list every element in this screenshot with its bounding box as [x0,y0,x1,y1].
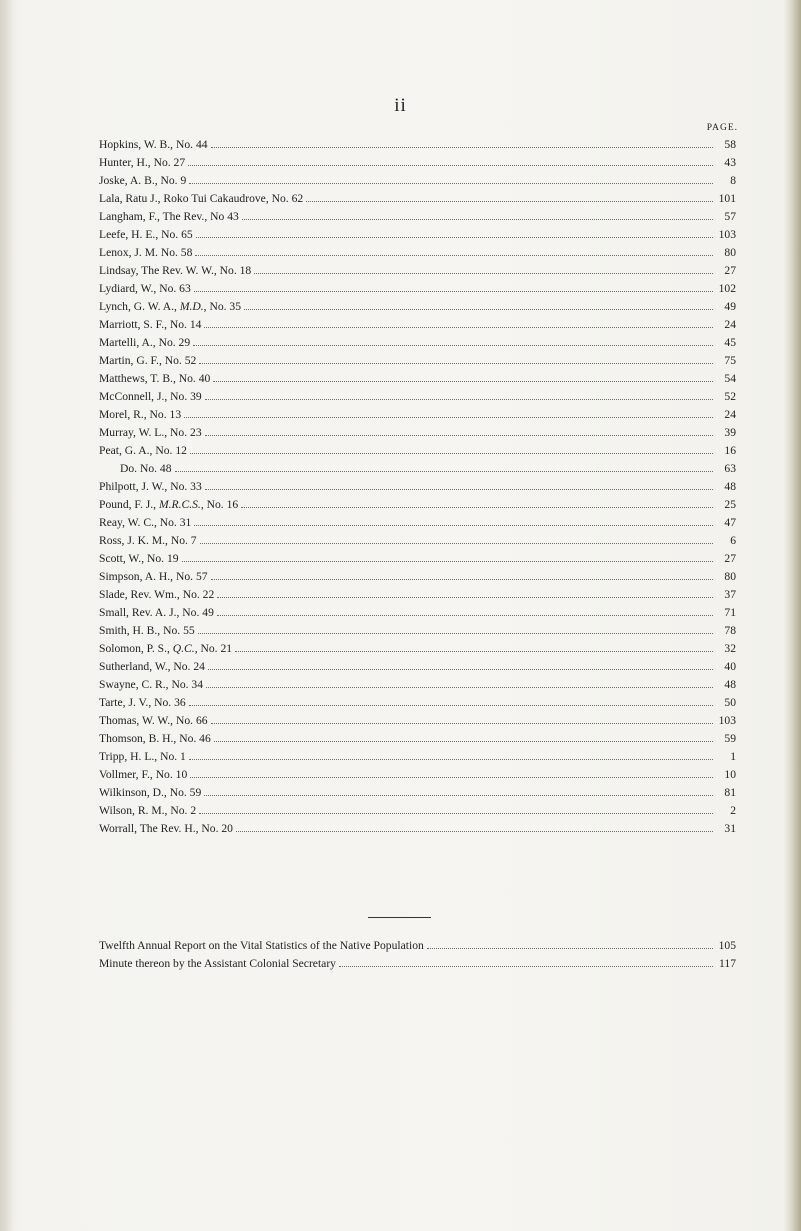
index-entry-row [99,174,736,192]
entry-page-number: 63 [724,462,736,475]
entry-page-number: 80 [724,246,736,259]
dot-leader [217,597,713,598]
entry-name-part: , No. 35 [203,300,242,313]
entry-name: Reay, W. C., No. 31 [99,516,192,529]
index-entry-row [99,480,736,498]
dot-leader [199,363,713,364]
entry-page-number: 10 [724,768,736,781]
entry-name: Matthews, T. B., No. 40 [99,372,211,385]
entry-name: Lindsay, The Rev. W. W., No. 18 [99,264,252,277]
entry-page-number: 27 [724,264,736,277]
dot-leader [254,273,713,274]
dot-leader [205,399,713,400]
entry-name: Tripp, H. L., No. 1 [99,750,186,763]
entry-page-number: 52 [724,390,736,403]
dot-leader [189,705,713,706]
page-number: ii [394,95,407,116]
entry-page-number: 103 [718,228,736,241]
dot-leader [175,471,713,472]
index-extra-row [99,939,736,957]
index-entry-row [99,354,736,372]
index-entry-row [99,228,736,246]
entry-name: Joske, A. B., No. 9 [99,174,187,187]
entry-page-number: 75 [724,354,736,367]
entry-page-number: 103 [718,714,736,727]
dot-leader [200,543,713,544]
entry-page-number: 71 [724,606,736,619]
entry-page-number: 48 [724,678,736,691]
index-entry-row [99,264,736,282]
entry-name: Morel, R., No. 13 [99,408,182,421]
index-entry-row [99,156,736,174]
index-entry-row [99,192,736,210]
dot-leader [211,723,713,724]
index-entry-row [99,822,736,840]
entry-name: McConnell, J., No. 39 [99,390,202,403]
entry-page-number: 6 [730,534,736,547]
entry-name: Worrall, The Rev. H., No. 20 [99,822,233,835]
dot-leader [204,795,713,796]
entry-name: Lydiard, W., No. 63 [99,282,191,295]
entry-name-part: Pound, F. J., [99,498,159,511]
index-entry-row [99,390,736,408]
dot-leader [241,507,713,508]
entry-page-number: 102 [718,282,736,295]
dot-leader [204,327,713,328]
entry-name: Martin, G. F., No. 52 [99,354,197,367]
dot-leader [182,561,713,562]
index-entry-row [99,714,736,732]
dot-leader [206,687,713,688]
index-entry-row [99,318,736,336]
index-entry-row [99,642,736,660]
entry-page-number: 43 [724,156,736,169]
entry-name [99,300,241,313]
dot-leader [211,147,713,148]
entry-name [99,498,238,511]
entry-page-number: 78 [724,624,736,637]
index-entry-row [99,426,736,444]
entry-name: Philpott, J. W., No. 33 [99,480,202,493]
entry-page-number: 59 [724,732,736,745]
dot-leader [339,966,713,967]
entry-page-number: 39 [724,426,736,439]
entry-name: Hunter, H., No. 27 [99,156,186,169]
entry-name: Wilkinson, D., No. 59 [99,786,202,799]
index-entry-row [99,336,736,354]
index-extra-row [99,957,736,975]
index-entry-row [99,570,736,588]
index-entries [99,138,736,840]
entry-name: Lala, Ratu J., Roko Tui Cakaudrove, No. 62 [99,192,304,205]
index-entry-row [99,804,736,822]
entry-page-number: 40 [724,660,736,673]
index-entry-row [99,552,736,570]
index-entry-row [99,444,736,462]
entry-page-number: 16 [724,444,736,457]
entry-name-qualification: M.R.C.S. [158,498,201,511]
page-right-edge [783,0,801,1231]
dot-leader [214,741,713,742]
entry-page-number: 8 [730,174,736,187]
dot-leader [189,183,713,184]
entry-name-part: , No. 16 [200,498,239,511]
dot-leader [195,255,713,256]
dot-leader [190,453,713,454]
dot-leader [184,417,713,418]
entry-name: Smith, H. B., No. 55 [99,624,195,637]
entry-name: Swayne, C. R., No. 34 [99,678,204,691]
index-entry-row [99,282,736,300]
entry-name: Murray, W. L., No. 23 [99,426,202,439]
index-entry-row [99,534,736,552]
dot-leader [199,813,713,814]
dot-leader [244,309,713,310]
index-entry-row [99,660,736,678]
entry-name-part: Solomon, P. S., [99,642,173,655]
index-entry-row [99,696,736,714]
section-divider [368,917,431,918]
entry-name: Tarte, J. V., No. 36 [99,696,186,709]
entry-page-number: 2 [730,804,736,817]
entry-page-number: 25 [724,498,736,511]
entry-page-number: 54 [724,372,736,385]
dot-leader [194,525,713,526]
dot-leader [235,651,713,652]
index-entry-row [99,624,736,642]
dot-leader [236,831,713,832]
entry-name: Twelfth Annual Report on the Vital Statistics of the Native Population [99,939,424,952]
index-entry-row [99,768,736,786]
dot-leader [190,777,713,778]
entry-page-number: 81 [724,786,736,799]
dot-leader [205,489,713,490]
entry-name: Lenox, J. M. No. 58 [99,246,193,259]
entry-page-number: 32 [724,642,736,655]
dot-leader [242,219,713,220]
entry-page-number: 117 [719,957,736,970]
entry-name: Vollmer, F., No. 10 [99,768,188,781]
entry-name: Scott, W., No. 19 [99,552,179,565]
index-entry-row [99,750,736,768]
entry-name: Do. No. 48 [120,462,172,475]
entry-page-number: 1 [730,750,736,763]
index-entry-row [99,606,736,624]
entry-name: Martelli, A., No. 29 [99,336,191,349]
index-entry-row [99,372,736,390]
entry-name-qualification: Q.C. [172,642,195,655]
entry-name-qualification: M.D. [179,300,204,313]
index-entry-row [99,732,736,750]
index-entry-row [99,588,736,606]
index-entry-row [99,786,736,804]
dot-leader [213,381,713,382]
dot-leader [188,165,713,166]
entry-page-number: 24 [724,318,736,331]
index-entry-row [99,408,736,426]
index-entry-row [99,498,736,516]
page-column-header: PAGE. [706,123,738,133]
entry-name: Peat, G. A., No. 12 [99,444,187,457]
entry-page-number: 37 [724,588,736,601]
entry-name: Small, Rev. A. J., No. 49 [99,606,214,619]
entry-name: Thomson, B. H., No. 46 [99,732,211,745]
entry-page-number: 101 [718,192,736,205]
page-left-shadow [0,0,14,1231]
entry-page-number: 49 [724,300,736,313]
dot-leader [217,615,713,616]
entry-page-number: 24 [724,408,736,421]
entry-page-number: 80 [724,570,736,583]
entry-page-number: 27 [724,552,736,565]
entry-name: Marriott, S. F., No. 14 [99,318,202,331]
entry-name: Thomas, W. W., No. 66 [99,714,208,727]
entry-name: Ross, J. K. M., No. 7 [99,534,197,547]
entry-name: Simpson, A. H., No. 57 [99,570,208,583]
entry-name-part: , No. 21 [194,642,233,655]
index-entry-row [99,462,736,480]
dot-leader [427,948,713,949]
entry-name: Slade, Rev. Wm., No. 22 [99,588,215,601]
entry-page-number: 57 [724,210,736,223]
entry-name: Langham, F., The Rev., No 43 [99,210,239,223]
entry-page-number: 47 [724,516,736,529]
index-entry-row [99,210,736,228]
index-entry-row [99,678,736,696]
entry-name-part: Lynch, G. W. A., [99,300,180,313]
entry-name: Hopkins, W. B., No. 44 [99,138,208,151]
index-entry-row [99,516,736,534]
entry-name [99,642,232,655]
dot-leader [194,291,713,292]
dot-leader [205,435,713,436]
entry-page-number: 50 [724,696,736,709]
entry-page-number: 45 [724,336,736,349]
entry-name: Sutherland, W., No. 24 [99,660,205,673]
dot-leader [196,237,713,238]
index-entry-row [99,138,736,156]
dot-leader [198,633,713,634]
dot-leader [306,201,713,202]
entry-name: Leefe, H. E., No. 65 [99,228,193,241]
index-entry-row [99,246,736,264]
entry-name: Wilson, R. M., No. 2 [99,804,197,817]
index-extras [99,939,736,975]
entry-page-number: 31 [724,822,736,835]
entry-page-number: 105 [718,939,736,952]
dot-leader [189,759,713,760]
dot-leader [193,345,713,346]
entry-page-number: 48 [724,480,736,493]
dot-leader [208,669,713,670]
index-entry-row [99,300,736,318]
entry-name: Minute thereon by the Assistant Colonial Secretary [99,957,336,970]
entry-page-number: 58 [724,138,736,151]
dot-leader [211,579,713,580]
